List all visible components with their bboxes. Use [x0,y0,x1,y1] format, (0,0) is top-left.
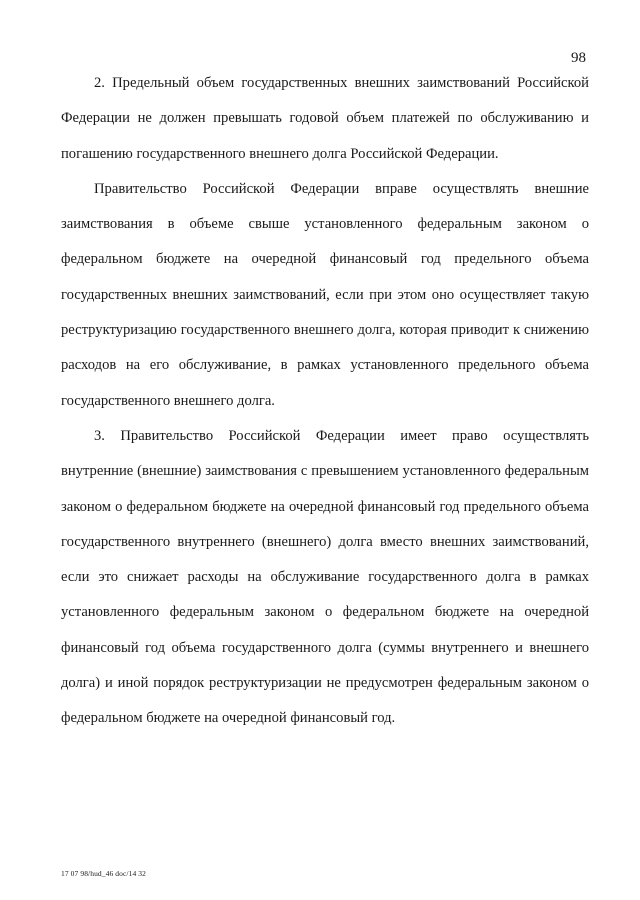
paragraph-2-borrowing-limit: 2. Предельный объем государственных внешних заимствований Российской Федерации не должен превышать годовой объем платежей по обслуживанию и погашению государственного внешнего долга Российской Федерации. [61,75,589,162]
paragraph-3-internal-external-borrowing: 3. Правительство Российской Федерации имеет право осуществлять внутренние (внешние) заимствования с превышением установленного федеральным законом о федеральном бюджете на очередной финансовый год предельного объема государственного внутреннего (внешнего) долга вместо внешних заимствований, если это снижает расходы на обслуживание государственного долга в рамках установленного федеральным законом о федеральном бюджете на очередной финансовый год объема государственного долга (суммы внутреннего и внешнего долга) и иной порядок реструктуризации не предусмотрен федеральным законом о федеральном бюджете на очередной финансовый год. [61,427,589,727]
document-file-reference: 17 07 98/hud_46 doc/14 32 [61,869,146,878]
document-body [61,66,589,737]
page-number: 98 [571,50,586,66]
paragraph-government-right-external-borrowing: Правительство Российской Федерации вправе осуществлять внешние заимствования в объеме свыше установленного федеральным законом о федеральном бюджете на очередной финансовый год предельного объема государственных внешних заимствований, если при этом оно осуществляет такую реструктуризацию государственного внешнего долга, которая приводит к снижению расходов на его обслуживание, в рамках установленного предельного объема государственного внешнего долга. [61,180,589,409]
